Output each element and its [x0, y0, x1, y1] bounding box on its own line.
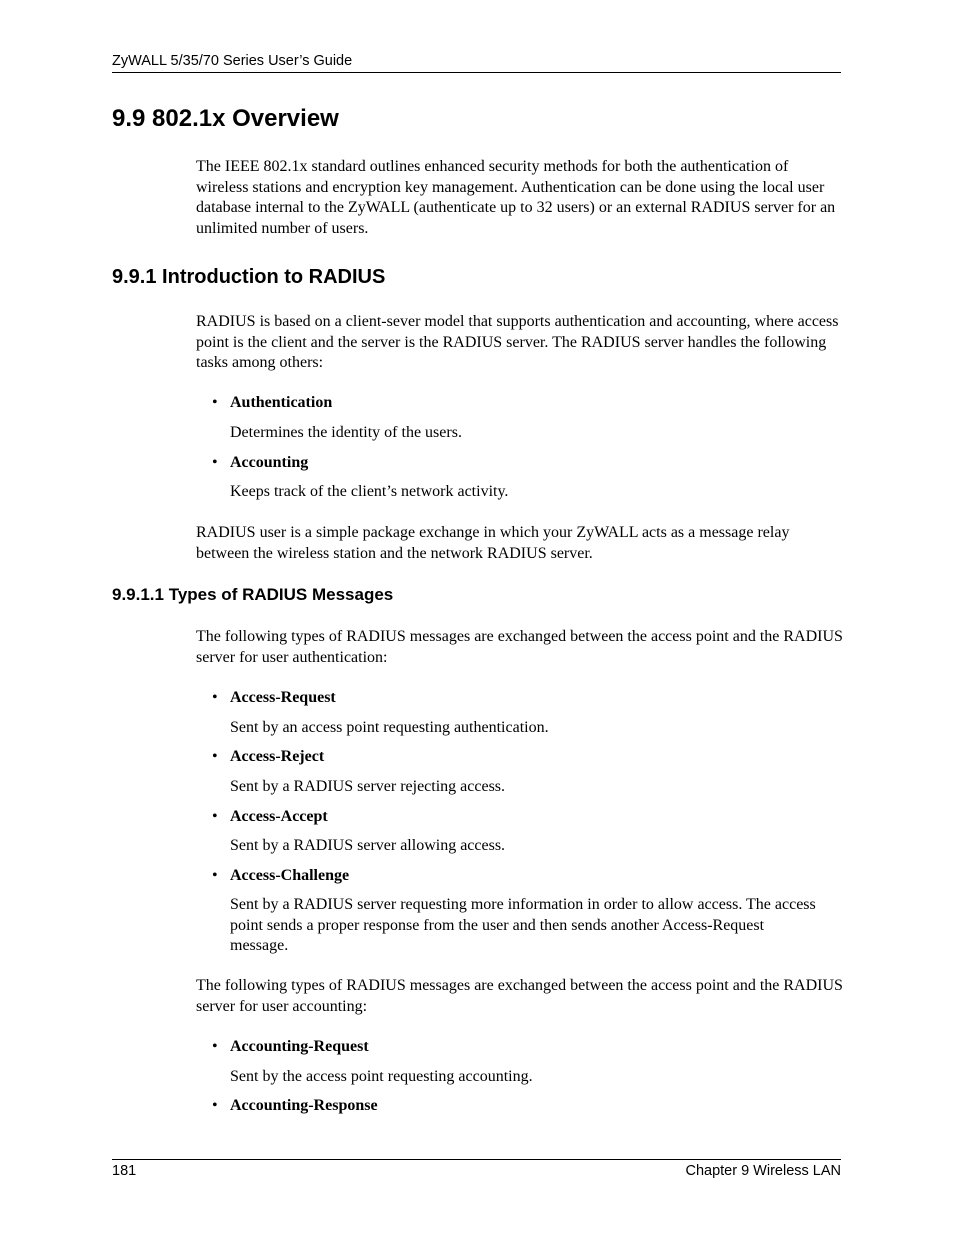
list-item [212, 393, 332, 414]
bullet-icon: • [212, 808, 218, 825]
list-item-description: Keeps track of the client’s network activity. [230, 483, 509, 500]
radius-intro-paragraph: RADIUS is based on a client-sever model that supports authentication and accounting, where access point is the client and the server is the RADIUS server. The RADIUS server handles the following tasks among others: [196, 313, 839, 371]
list-item-term: Authentication [230, 394, 333, 411]
section-intro-paragraph: The IEEE 802.1x standard outlines enhanced security methods for both the authentication of wireless stations and encryption key management. Authentication can be done using the local user database internal to the ZyWALL (authenticate up to 32 users) or an external RADIUS server for an unlimited number of users. [196, 158, 836, 237]
page-number: 181 [112, 1163, 137, 1179]
subsubsection-heading: 9.9.1.1 Types of RADIUS Messages [112, 585, 394, 604]
bullet-icon: • [212, 867, 218, 884]
bullet-icon: • [212, 1038, 218, 1055]
list-item [212, 1037, 369, 1058]
list-item [212, 688, 336, 709]
list-item-description: Sent by a RADIUS server allowing access. [230, 837, 506, 854]
guide-title: ZyWALL 5/35/70 Series User’s Guide [112, 53, 353, 69]
running-header [112, 51, 841, 73]
section-heading: 9.9 802.1x Overview [112, 105, 339, 132]
running-footer [112, 1159, 841, 1181]
list-item [212, 747, 324, 768]
acct-messages-intro: The following types of RADIUS messages are exchanged between the access point and the RADIUS server for user accounting: [196, 977, 843, 1015]
list-item-term: Accounting [230, 454, 309, 471]
list-item-term: Access-Reject [230, 748, 325, 765]
list-item-description: Sent by an access point requesting authentication. [230, 719, 549, 736]
list-item [212, 453, 308, 474]
chapter-title: Chapter 9 Wireless LAN [685, 1163, 841, 1179]
list-item-term: Access-Request [230, 689, 336, 706]
bullet-icon: • [212, 748, 218, 765]
list-item [212, 866, 349, 887]
bullet-icon: • [212, 394, 218, 411]
list-item-description: Sent by a RADIUS server rejecting access. [230, 778, 506, 795]
list-item [212, 807, 328, 828]
subsection-heading: 9.9.1 Introduction to RADIUS [112, 266, 386, 288]
list-item-term: Accounting-Response [230, 1097, 378, 1114]
list-item-description: Sent by the access point requesting accounting. [230, 1068, 533, 1085]
bullet-icon: • [212, 1097, 218, 1114]
auth-messages-intro: The following types of RADIUS messages are exchanged between the access point and the RADIUS server for user authentication: [196, 628, 843, 666]
list-item-description: Determines the identity of the users. [230, 424, 462, 441]
bullet-icon: • [212, 689, 218, 706]
list-item-description: Sent by a RADIUS server requesting more information in order to allow access. The access point sends a proper response from the user and then sends another Access-Request message. [230, 896, 816, 954]
list-item [212, 1096, 378, 1117]
list-item-term: Accounting-Request [230, 1038, 369, 1055]
bullet-icon: • [212, 454, 218, 471]
list-item-term: Access-Accept [230, 808, 328, 825]
list-item-term: Access-Challenge [230, 867, 350, 884]
radius-closing-paragraph: RADIUS user is a simple package exchange in which your ZyWALL acts as a message relay between the wireless station and the network RADIUS server. [196, 524, 790, 562]
